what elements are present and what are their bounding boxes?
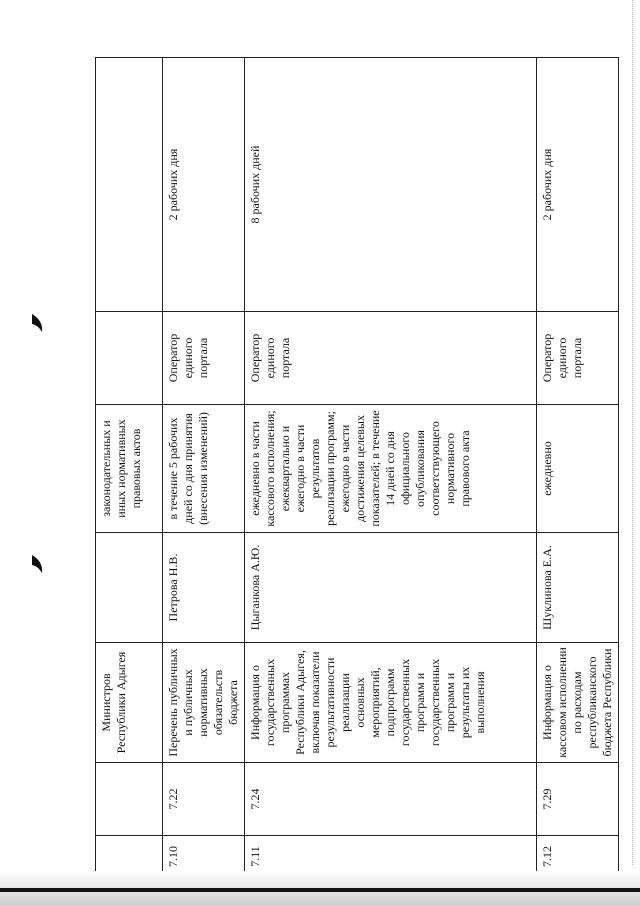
- row-number: 7.11: [245, 836, 537, 878]
- responsible-person: Петрова Н.В.: [163, 533, 245, 643]
- information-name: Министров Республики Адыгея: [96, 643, 163, 763]
- table-row: [96, 58, 163, 878]
- document-table-area: [95, 58, 614, 878]
- placement-timing: законодательных и иных нормативных правовых актов: [96, 405, 163, 533]
- table-row: [537, 58, 619, 878]
- section-number: 7.22: [163, 763, 245, 836]
- publication-schedule-table: [95, 57, 619, 878]
- responsible-person: [96, 533, 163, 643]
- executor: Оператор единого портала: [163, 312, 245, 405]
- scan-edge-line: [632, 0, 634, 865]
- row-number: 7.12: [537, 836, 619, 878]
- row-number: 7.10: [163, 836, 245, 878]
- punch-hole-mark-upper: [30, 312, 44, 334]
- executor: Оператор единого портала: [245, 312, 537, 405]
- scan-bottom-edge: [0, 888, 640, 892]
- section-number: [96, 763, 163, 836]
- information-name: Информация о кассовом исполнении по расходам республиканского бюджета Республики: [537, 643, 619, 763]
- responsible-person: Цыганкова А.Ю.: [245, 533, 537, 643]
- processing-days: 8 рабочих дней: [245, 58, 537, 312]
- information-name: Перечень публичных и публичных нормативных обязательств бюджета: [163, 643, 245, 763]
- punch-hole-mark-lower: [30, 553, 44, 575]
- executor: [96, 312, 163, 405]
- executor: Оператор единого портала: [537, 312, 619, 405]
- information-name: Информация о государственных программах Республики Адыгея, включая показатели результативности реализации основных мероприятий, подпрограмм государственных программ и государственных программ и результаты их выполнения: [245, 643, 537, 763]
- table-row: [163, 58, 245, 878]
- section-number: 7.29: [537, 763, 619, 836]
- placement-timing: ежедневно: [537, 405, 619, 533]
- table-row: [245, 58, 537, 878]
- processing-days: [96, 58, 163, 312]
- processing-days: 2 рабочих дня: [537, 58, 619, 312]
- processing-days: 2 рабочих дня: [163, 58, 245, 312]
- section-number: 7.24: [245, 763, 537, 836]
- placement-timing: в течение 5 рабочих дней со дня принятия (внесения изменений): [163, 405, 245, 533]
- responsible-person: Шуклинова Е.А.: [537, 533, 619, 643]
- placement-timing: ежедневно в части кассового исполнения; ежеквартально и ежегодно в части результатов реализации программ; ежегодно в части достижения целевых показателей; в течение 14 дней со дня официального опубликования соответствующего нормативного правового акта: [245, 405, 537, 533]
